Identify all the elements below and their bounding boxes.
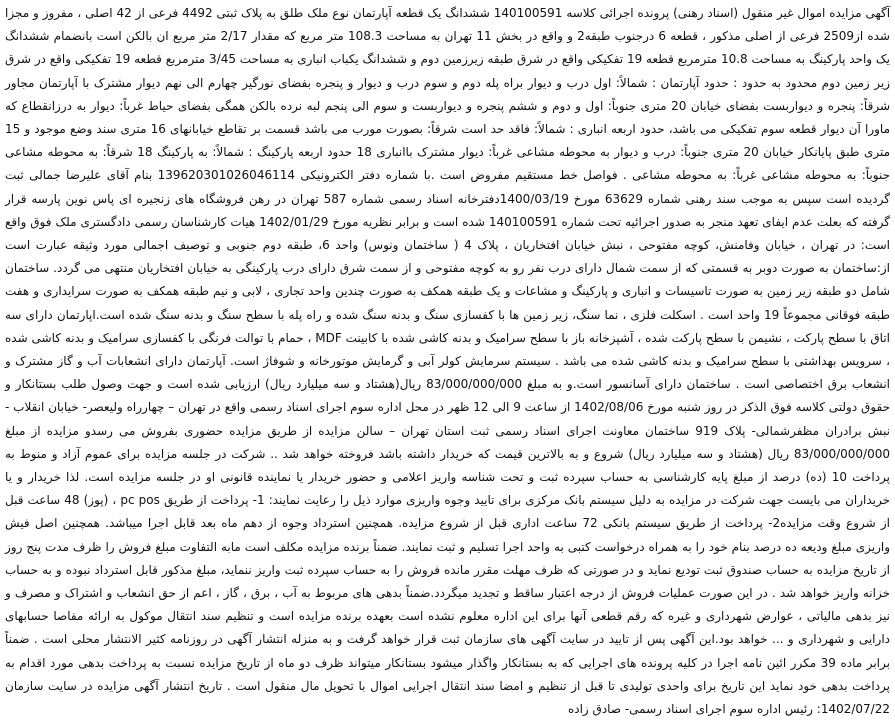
auction-notice-text: آگهی مزایده اموال غیر منقول (اسناد رهنی) پرونده اجرائی کلاسه 140100591 ششدانگ یک قطعه آپارتمان نوع ملک طلق به پلاک ثبتی 4492 فرعی از 42 اصلی ، مفروز و مجزا شده از2509 فرعی از اصلی مذکور ، قطعه 6 درجنوب طبقه2 و واقع در بخش 11 تهران به مساحت 108.3 متر مربع که مقدار 2/17 متر مربع ان بالکن است بانضمام ششدانگ یک واحد پارکینگ به مساحت 10.8 مترمربع قطعه 19 تفکیکی واقع در شرق طبقه زیرزمین دوم و ششدانگ یکباب انباری به مساحت 3/45 مترمربع قطعه 19 تفکیکی واقع در شرق زیر زمین دوم محدود به حدود : حدود آپارتمان : شمالاً: اول درب و دیوار براه پله دوم و سوم درب و دیوار و پنجره بفضای نورگیر چهارم الی نهم دیوار مشترک با آپارتمان مجاور شرقاً: پنجره و دیواربست بفضای خیابان 20 متری جنوباً: اول و دوم و ششم پنجره و دیواربست و سوم الی پنجم لبه نرده بالکن همگی بفضای حیاط غرباً: دیوار به درزانقطاع که ماورا آن دیوار قطعه سوم تفکیکی می باشد، حدود اربعه انباری : شمالاً: فاقد حد است شرقاً: بصورت مورب می باشد قسمت بر تقاطع خیابانهای 16 متری سند وضع موجود و 15 متری طبق پایانکار خیابان 20 متری جنوباً: درب و دیوار به محوطه مشاعی غرباً: دیوار مشترک باانباری 18 حدود اربعه پارکینگ : شمالاً: به پارکینگ 18 شرقاً: به محوطه مشاعی جنوباً: به محوطه مشاعی غرباً: به محوطه مشاعی . فواصل خط مستقیم مفروض است .با شماره دفتر الکترونیکی 139620301026046114 بنام آقای علیرضا جمالی ثبت گردیده است سپس به موجب سند رهنی شماره 63629 مورخ 1400/03/19دفترخانه اسناد رسمی شماره 587 تهران در رهن فروشگاه های زنجیره ای پاس نوین پارسه قرار گرفته که بعلت عدم ایفای تعهد منجر به صدور اجرائیه تحت شماره 140100591 شده است و برابر نظریه مورخ 1402/01/29 هیات کارشناسان رسمی دادگستری ملک فوق واقع است: در تهران ، خیابان وفامنش، کوچه مفتوحی ، نبش خیابان افتخاریان ، پلاک 4 ( ساختمان ونوس) واحد 6، طبقه دوم جنوبی و توصیف اجمالی مورد وثیقه عبارت است از:ساختمان به صورت دوبر به قسمتی که از سمت شمال دارای درب نفر رو به کوچه مفتوحی و از سمت شرق دارای درب پارکینگی به خیابان افتخاریان منتهی می گردد. ساختمان شامل دو طبقه زیر زمین به صورت تاسیسات و انباری و پارکینگ و مشاعات و یک طبقه همکف به صورت چندین واحد تجاری ، لابی و نیم طبقه همکف به صورت سرایداری و هفت طبقه فوقانی مجموعاً 19 واحد است . اسکلت فلزی ، نما سنگ، زیر زمین ها با کفسازی سنگ و بدنه سنگ شده و راه پله با سطح سنگ و بدنه سنگ شده است.اپارتمان دارای سه اتاق با سطح پارکت ، نشیمن با سطح پارکت شده ، آشپزخانه باز با سطح سرامیک و بدنه کاشی شده با کابینت MDF ، حمام با توالت فرنگی با کفسازی سرامیک و بدنه کاشی شده ، سرویس بهداشتی با سطح سرامیک و بدنه کاشی شده می باشد . سیستم سرمایش کولر آبی و گرمایش موتورخانه و شوفاژ است. آپارتمان دارای انشعابات آب و گاز مشترک و انشعاب برق اختصاصی است . ساختمان دارای آسانسور است.و به مبلغ 83/000/000/000 ریال(هشتاد و سه میلیارد ریال) ارزیابی شده است و جهت وصول طلب بستانکار و حقوق دولتی کلاسه فوق الذکر در روز شنبه مورخ 1402/08/06 از ساعت 9 الی 12 ظهر در محل اداره سوم اجرای اسناد رسمی واقع در تهران – چهارراه ولیعصر- خیابان انقلاب - نبش برادران مظفرشمالی- پلاک 919 ساختمان معاونت اجرای اسناد رسمی ثبت استان تهران – سالن مزایده از طریق مزایده حضوری بفروش می رسدو مزایده از مبلغ 83/000/000/000 ریال (هشتاد و سه میلیارد ریال) شروع و به بالاترین قیمت که خریدار داشته باشد فروخته خواهد شد .. شرکت در جلسه مزایده برای عموم آزاد و منوط به پرداخت 10 (ده) درصد از مبلغ پایه کارشناسی به حساب سپرده ثبت و تحت شناسه واریز اعلامی و حضور خریدار یا نماینده قانونی او در جلسه مزایده است. لذا خریدار و یا خریداران می بایست جهت شرکت در مزایده به دلیل سیستم بانک مرکزی برای تایید وجوه واریزی موارد ذیل را رعایت نمایند: 1- پرداخت از طریق pc pos ، (پوز) 48 ساعت قبل از شروع وقت مزایده2- پرداخت از طریق سیستم بانکی 72 ساعت اداری قبل از شروع مزایده. همچنین استرداد وجوه از دهم ماه بعد قابل اجرا میباشد. همچنین اصل فیش واریزی مبلغ ودیعه ده درصد بنام خود را به همراه درخواست کتبی به واحد اجرا تسلیم و ثبت نمایند. ضمناً برنده مزایده مکلف است مابه التفاوت مبلغ فروش را ظرف مدت پنج روز از تاریخ مزایده به حساب صندوق ثبت تودیع نماید و در صورتی که ظرف مهلت مقرر مانده فروش را به حساب سپرده ثبت واریز ننماید، مبلغ مذکور قابل استرداد نبوده و به حساب خزانه واریز خواهد شد . در این صورت عملیات فروش از درجه اعتبار ساقط و تجدید میگردد.ضمناً بدهی های مربوط به آب ، برق ، گاز ، اعم از حق انشعاب و اشتراک و مصرف و نیز بدهی مالیاتی ، عوارض شهرداری و غیره که رقم قطعی آنها برای این اداره معلوم نشده است بعهده برنده مزایده است و تنظیم سند انتقال موکول به ارائه مفاصا حسابهای دارایی و شهرداری و ... خواهد بود.این آگهی پس از تایید در سایت آگهی های سازمان ثبت قرار خواهد گرفت و به منزله انتشار آگهی در روزنامه کثیر الانتشار محلی است . ضمناً برابر ماده 39 مکرر ائین نامه اجرا در کلیه پرونده های اجرایی که به بستانکار واگذار میشود بستانکار میتواند ظرف دو ماه از تاریخ مزایده نسبت به پرداخت بدهی مورد اقدام به پرداخت بدهی خود نماید این تاریخ برای واحدی تولیدی تا قبل از تنظیم و امضا سند انتقال اجرایی اموال با تحویل مال منقول است . تاریخ انتشار آگهی مزایده در سایت سازمان 1402/07/22: رئیس اداره سوم اجرای اسناد رسمی- صادق زاده bbox=[5, 6, 891, 717]
